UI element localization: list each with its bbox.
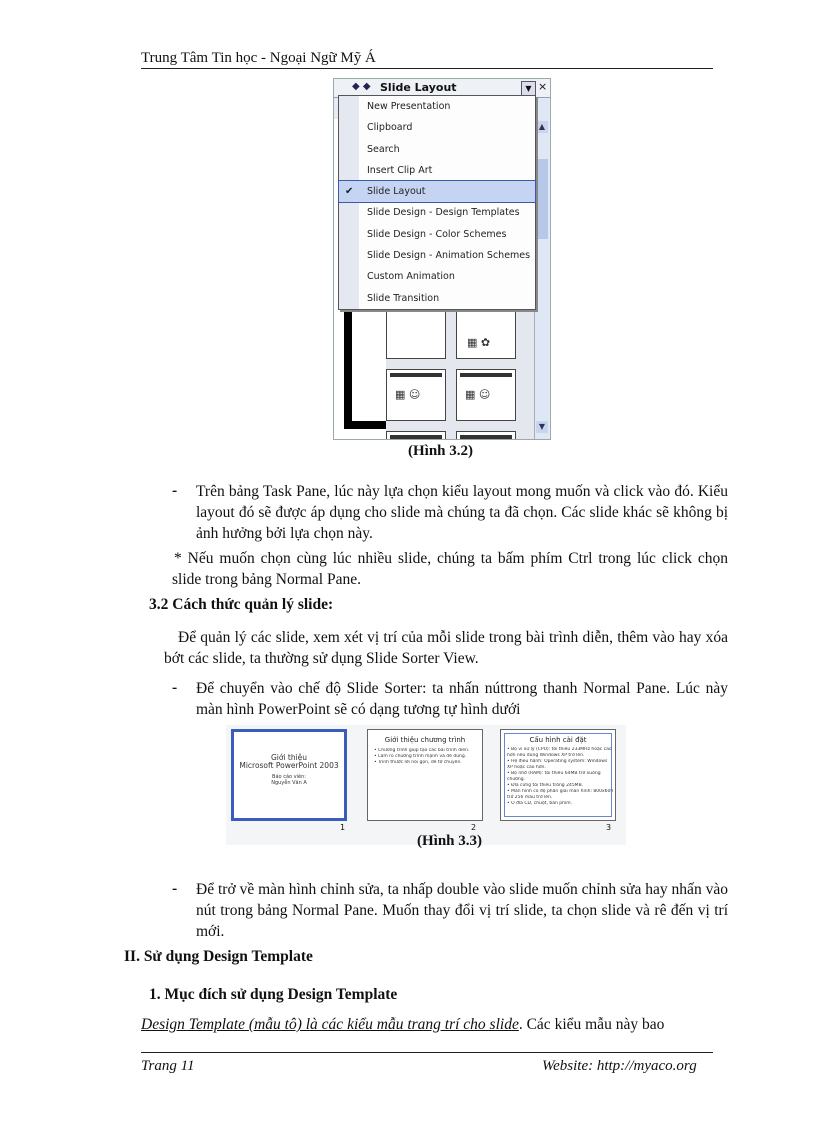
page-number: Trang 11 bbox=[141, 1058, 195, 1074]
bullet-paragraph: Để trở về màn hình chỉnh sửa, ta nhấp double vào slide muốn chỉnh sửa hay nhấn vào nút trong bảng Normal Pane. Muốn thay đổi vị trí slide, ta chọn slide và rê đến vị trí mới. bbox=[196, 881, 728, 940]
slide-text: Nguyễn Văn A bbox=[271, 780, 307, 786]
slide-title: Cấu hình cài đặt bbox=[529, 736, 587, 744]
slide-text: XP hoặc cao hơn. bbox=[507, 765, 546, 770]
menu-item-label: Slide Design - Color Schemes bbox=[367, 228, 507, 240]
menu-item[interactable] bbox=[339, 266, 535, 287]
layout-thumb[interactable] bbox=[456, 369, 516, 421]
menu-item-label: Slide Layout bbox=[367, 186, 426, 198]
bullet-paragraph: Để chuyển vào chế độ Slide Sorter: ta nhấn núttrong thanh Normal Pane. Lúc này màn hình PowerPoint sẽ có dạng tương tự hình dưới bbox=[196, 680, 728, 718]
slide-number: 2 bbox=[471, 823, 477, 832]
close-icon[interactable]: × bbox=[538, 80, 548, 93]
subsection-heading: 1. Mục đích sử dụng Design Template bbox=[149, 986, 398, 1003]
slide-text: trở 256 màu trở lên. bbox=[507, 795, 553, 800]
checkmark-icon: ✔ bbox=[345, 186, 354, 198]
scroll-thumb[interactable] bbox=[536, 159, 548, 239]
bullet-dash: - bbox=[172, 679, 178, 696]
menu-item[interactable] bbox=[339, 96, 535, 117]
header-rule bbox=[141, 68, 713, 69]
dropdown-arrow-icon[interactable]: ▼ bbox=[521, 81, 536, 96]
slide-number: 3 bbox=[606, 823, 612, 832]
menu-item-label: Custom Animation bbox=[367, 271, 455, 283]
slide-number: 1 bbox=[340, 823, 346, 832]
nav-arrows-icon[interactable]: ◆ ◆ bbox=[352, 81, 371, 92]
slide-text: Giới thiệu bbox=[270, 753, 308, 762]
task-pane-menu bbox=[338, 95, 536, 310]
layout-thumb[interactable] bbox=[386, 307, 446, 359]
layout-thumb[interactable] bbox=[456, 431, 516, 440]
footer-rule bbox=[141, 1052, 713, 1053]
note-paragraph: * Nếu muốn chọn cùng lúc nhiều slide, chúng ta bấm phím Ctrl trong lúc click chọn slide trong bảng Normal Pane. bbox=[172, 550, 728, 588]
slide-title: Giới thiệu chương trình bbox=[384, 736, 466, 744]
slide-text: • Bộ nhớ (RAM): tối thiểu 64MB trở xuống bbox=[507, 771, 601, 776]
final-paragraph bbox=[141, 1014, 731, 1035]
bullet-dash: - bbox=[172, 880, 178, 897]
page-header: Trung Tâm Tin học - Ngoại Ngữ Mỹ Á bbox=[141, 50, 376, 66]
clipart-icon: ▦ ☺ bbox=[395, 388, 421, 401]
sorter-slide[interactable] bbox=[367, 729, 483, 821]
figure-caption-3-3: (Hình 3.3) bbox=[417, 833, 483, 849]
menu-item-label: Slide Transition bbox=[367, 292, 440, 304]
slide-text: Microsoft PowerPoint 2003 bbox=[239, 761, 339, 770]
figure-caption-3-2: (Hình 3.2) bbox=[408, 443, 474, 459]
slide-text: • Làm rõ chương trình mạnh và dễ dùng. bbox=[374, 754, 467, 759]
slide-text: • Hệ điều hành: Operating system: Windows bbox=[507, 759, 608, 764]
slide-text: • Chương trình giúp tạo các bài trình diễn. bbox=[374, 748, 470, 753]
slide-text: • Trình thước lời nói gọn, dễ tờ chuyển. bbox=[374, 760, 462, 765]
menu-item-label: Slide Design - Design Templates bbox=[367, 207, 520, 219]
menu-item[interactable] bbox=[339, 181, 535, 202]
slide-text: hơn nếu dùng Windows XP trở lên. bbox=[507, 753, 585, 758]
scroll-up-icon[interactable]: ▲ bbox=[536, 121, 548, 133]
slide-text: • Ổ đĩa CD, chuột, bàn phím. bbox=[507, 801, 573, 806]
menu-item[interactable] bbox=[339, 224, 535, 245]
sorter-slide[interactable] bbox=[231, 729, 347, 821]
menu-item[interactable] bbox=[339, 160, 535, 181]
menu-item-label: Slide Design - Animation Schemes bbox=[367, 250, 531, 262]
section-heading: II. Sử dụng Design Template bbox=[124, 948, 313, 965]
pane-title: Slide Layout bbox=[380, 81, 457, 94]
menu-item-label: Clipboard bbox=[367, 122, 413, 134]
menu-item-label: Search bbox=[367, 143, 400, 155]
layout-thumb[interactable] bbox=[386, 369, 446, 421]
bullet-paragraph: Trên bảng Task Pane, lúc này lựa chọn kiểu layout mong muốn và click vào đó. Kiểu layout đó sẽ được áp dụng cho slide mà chúng ta đã chọn. Các slide khác sẽ không bị ảnh hưởng bởi lựa chọn này. bbox=[196, 483, 728, 542]
menu-item[interactable] bbox=[339, 245, 535, 266]
slide-text: • Màn hình có độ phân giải màn hình: 800x600 bbox=[507, 789, 614, 794]
slide-sorter-screenshot bbox=[226, 725, 626, 845]
slide-text: chương. bbox=[507, 777, 526, 782]
menu-item-label: New Presentation bbox=[367, 101, 451, 112]
menu-item-label: Insert Clip Art bbox=[367, 164, 433, 176]
definition-text: Design Template (mẫu tô) là các kiểu mẫu trang trí cho slide bbox=[141, 1016, 519, 1033]
layout-thumb[interactable] bbox=[456, 307, 516, 359]
table-icon: ▦ ✿ bbox=[467, 336, 491, 349]
sorter-slide[interactable] bbox=[500, 729, 616, 821]
clipart-icon: ▦ ☺ bbox=[465, 388, 491, 401]
menu-item[interactable] bbox=[339, 288, 535, 309]
layout-thumb[interactable] bbox=[386, 431, 446, 440]
section-heading: 3.2 Cách thức quản lý slide: bbox=[149, 596, 334, 613]
paragraph-continuation: . Các kiểu mẫu này bao bbox=[518, 1016, 665, 1033]
task-pane-screenshot bbox=[333, 78, 551, 440]
scroll-down-icon[interactable]: ▼ bbox=[536, 421, 548, 433]
menu-item[interactable] bbox=[339, 117, 535, 138]
slide-text: Báo cáo viên: bbox=[272, 774, 306, 780]
layout-thumbnails bbox=[386, 307, 534, 440]
menu-item[interactable] bbox=[339, 139, 535, 160]
slide-text: • Bộ vi xử lý (CPU): tối thiểu 233MHz hoặc cao bbox=[507, 747, 612, 752]
section-paragraph: Để quản lý các slide, xem xét vị trí của mỗi slide trong bài trình diễn, thêm vào hay xóa bớt các slide, ta thường sử dụng Slide Sorter View. bbox=[164, 629, 728, 667]
footer-website: Website: http://myaco.org bbox=[542, 1058, 697, 1074]
menu-item[interactable] bbox=[339, 202, 535, 223]
slide-text: • Đĩa cứng tối thiểu trống 245MB. bbox=[507, 783, 584, 788]
bullet-dash: - bbox=[172, 482, 178, 499]
pane-scrollbar[interactable] bbox=[534, 99, 549, 439]
